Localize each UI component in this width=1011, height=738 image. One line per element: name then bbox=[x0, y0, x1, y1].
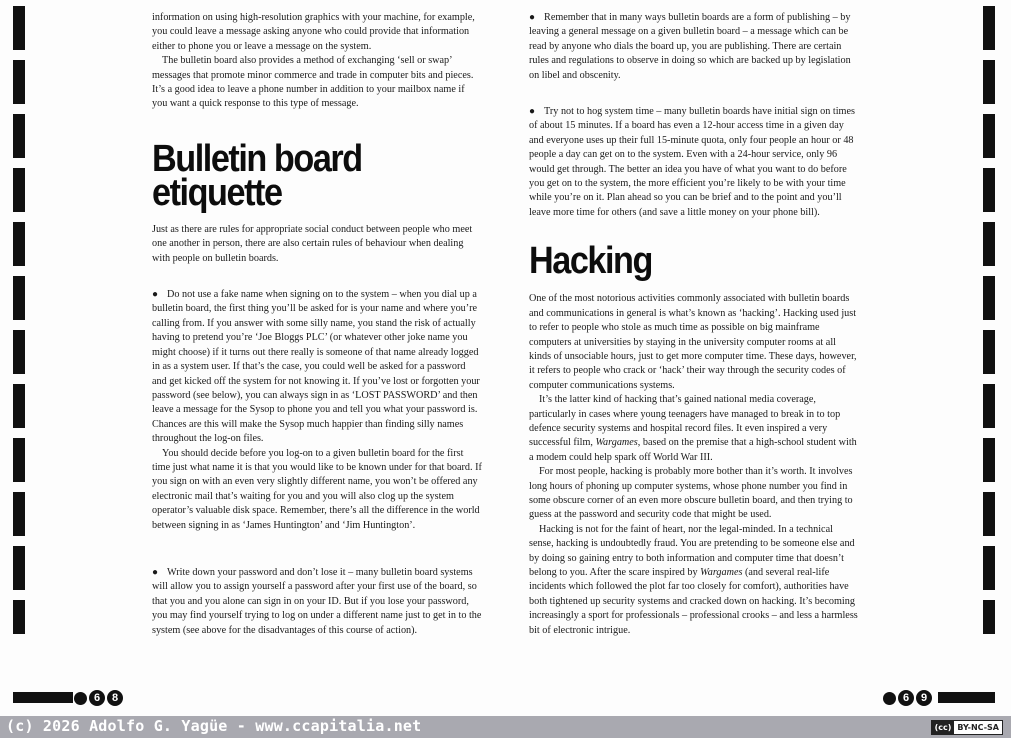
bullet-dot bbox=[883, 692, 896, 705]
left-margin-bars bbox=[13, 6, 25, 644]
text-run: , based on the premise that a high-school student with a modem could help spark off World War III. bbox=[529, 437, 857, 463]
cc-icon: (cc) bbox=[932, 721, 955, 734]
paragraph bbox=[529, 393, 859, 465]
heading-line: Bulletin board bbox=[152, 137, 362, 180]
paragraph bbox=[529, 523, 859, 638]
right-column bbox=[529, 11, 859, 638]
paragraph: information on using high-resolution graphics with your machine, for example, you could leave a message asking anyone who could provide that information either to phone you or leave a message on the system. bbox=[152, 12, 475, 52]
bullet-dot bbox=[74, 692, 87, 705]
bullet-paragraph: ● Do not use a fake name when signing on to the system – when you dial up a bulletin board, the first thing you’ll be asked for is your name and where you’re calling from. If you answer with some silly name, you stand the risk of actually having to pretend you’re ‘Joe Bloggs PLC’ (or whatever other joke name you might choose) if it turns out there really is someone of that name already logged in as a system user. If that’s the case, you could well be asked for a password and get kicked off the system for not knowing it. If you’ve lost or forgotten your password (see below), you can always sign in as ‘LOST PASSWORD’ and then leave a message for the Sysop to phone you and tell you what your password is. Chances are this will make the Sysop much happier than finding silly names throughout the log-on files. bbox=[152, 288, 482, 446]
bullet-paragraph: ● Remember that in many ways bulletin boards are a form of publishing – by leaving a general message on a given bulletin board – a message which can be read by anyone who dials the board up, you are publishing. There are certain rules and regulations to observe in doing so which are backed up by legislation on libel and obscenity. bbox=[529, 11, 859, 83]
text-run: Hacking is not for the faint of heart, nor the legal-minded. In a technical sense, hacking is undoubtedly fraud. You are pretending to be someone else and by doing so gaining entry to both information and computer time that doesn’t belong to you. After the scare inspired by bbox=[529, 523, 855, 578]
credit-text: (c) 2026 Adolfo G. Yagüe - www.ccapitalia.net bbox=[6, 717, 422, 735]
page-digit: 9 bbox=[916, 690, 932, 706]
paragraph: For most people, hacking is probably more bother than it’s worth. It involves long hours of phoning up computer systems, whose phone number you find in some obscure corner of an even more obscure bulletin board, and then trying to guess at the password and security code that might be used. bbox=[529, 466, 853, 521]
film-title: Wargames bbox=[700, 567, 743, 578]
license-badge[interactable] bbox=[931, 720, 1003, 735]
section-heading bbox=[152, 137, 449, 214]
page-number-left bbox=[74, 690, 123, 706]
page-digit: 8 bbox=[107, 690, 123, 706]
paragraph: One of the most notorious activities commonly associated with bulletin boards and communications in general is what’s known as ‘hacking’. Hacking used just to refer to people who stole as much time as possible on big mainframe computers at universities by staying in the university computer rooms at all kinds of unsociable hours, just to get more computer time. These days, however, it refers to people who crack or ‘hack’ their way through the security codes of computer communications systems. bbox=[529, 293, 857, 391]
left-corner-bracket bbox=[13, 692, 73, 703]
film-title: Wargames bbox=[595, 437, 638, 449]
heading-line: etiquette bbox=[152, 171, 282, 214]
paragraph: The bulletin board also provides a method of exchanging ‘sell or swap’ messages that promote minor commerce and trade in computer bits and pieces. It’s a good idea to leave a phone number in addition to your mailbox name if you want a quick response to this type of message. bbox=[152, 55, 474, 110]
paragraph: You should decide before you log-on to a given bulletin board for the first time just what name it is that you would like to be known under for that board. If you sign on with an even very slightly different name, you won’t be offered any electronic mail that’s waiting for you and you will also clog up the system operator’s valuable disk space. Remember, there’s all the difference in the world between signing in as ‘James Huntington’ and ‘Jim Huntington’. bbox=[152, 447, 482, 531]
left-column bbox=[152, 11, 482, 638]
page-number-right bbox=[883, 690, 932, 706]
section-heading: Hacking bbox=[529, 240, 652, 283]
right-corner-bracket bbox=[938, 692, 995, 703]
watermark-footer bbox=[0, 716, 1011, 738]
right-margin-bars bbox=[983, 6, 995, 644]
text-run: It’s the latter kind of hacking that’s gained national media coverage, particularly in cases where young teenagers have managed to break in to top defence security systems and hospital record files. It even inspired a very successful film, bbox=[529, 394, 841, 449]
bullet-paragraph: ● Write down your password and don’t lose it – many bulletin board systems will allow you to assign yourself a password after your first use of the board, so that you and you alone can sign in on your ID. But if you lose your password, you may find yourself trying to log on under a different name just to get in to the system (see above for the disadvantages of this course of action). bbox=[152, 566, 482, 638]
text-run: (and several real-life incidents which followed the plot far too closely for comfort), authorities have both tightened up security systems and cracked down on hacking. It’s becoming increasingly a sport for professionals – professional crooks – and less a harmless bit of electronic intrigue. bbox=[529, 567, 858, 636]
page-digit: 6 bbox=[89, 690, 105, 706]
page-digit: 6 bbox=[898, 690, 914, 706]
license-label: BY-NC-SA bbox=[957, 723, 999, 732]
bullet-paragraph: ● Try not to hog system time – many bulletin boards have initial sign on times of about 15 minutes. If a board has even a 12-hour access time in a given day and everyone uses up their full 15-minute quota, only four people an hour or 48 people a day can get on to the system. Even with a 24-hour service, only 96 would get through. The better an idea you have of what you want to do before you get on to the system, the more efficient you’re likely to be with your time while you’re on it. Plan ahead so you can be brief and to the point and you’ll leave more time for others (and save a little money on your phone bill). bbox=[529, 105, 859, 220]
intro-paragraph: Just as there are rules for appropriate social conduct between people who meet one another in person, there are also certain rules of behaviour when dealing with people on bulletin boards. bbox=[152, 223, 473, 264]
